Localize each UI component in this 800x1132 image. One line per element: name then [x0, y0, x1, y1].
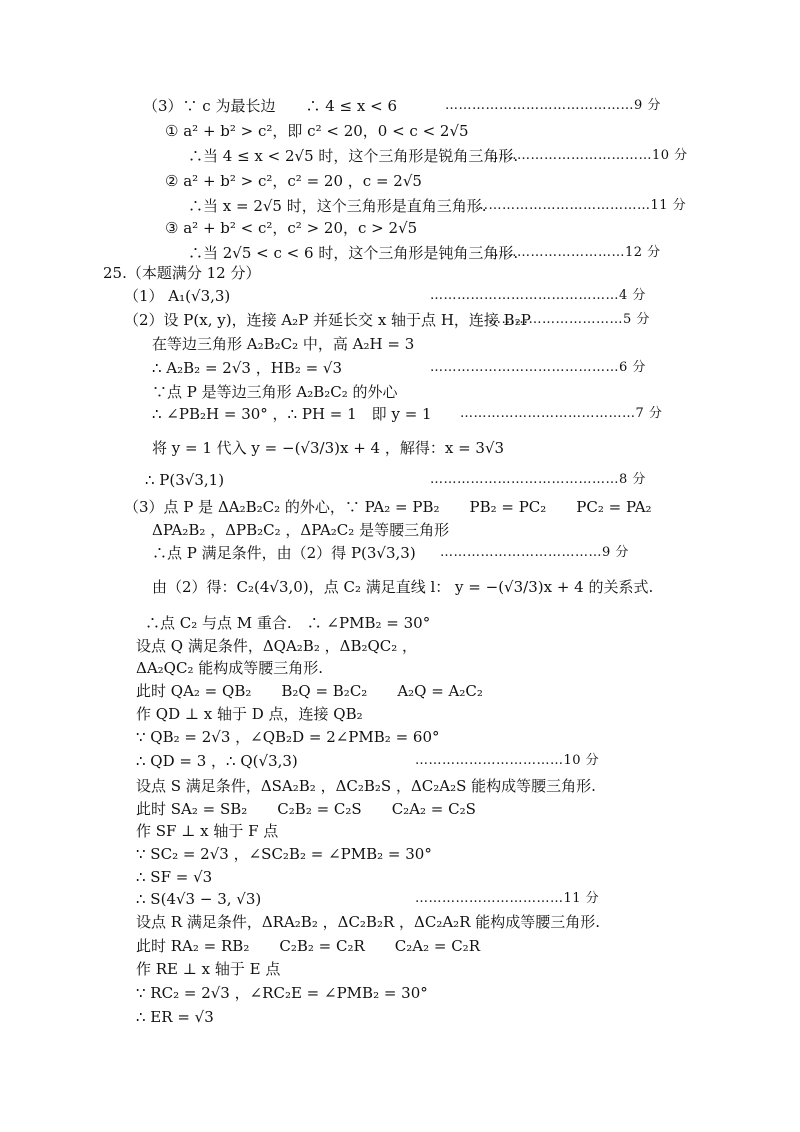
score-marker: ………………………………9 分 [440, 545, 629, 560]
text-line: ① a² + b² > c²，即 c² < 20，0 < c < 2√5 [165, 122, 469, 140]
score-marker: ……………………………………4 分 [430, 288, 646, 303]
text-line: （3）∵ c 为最长边 ∴ 4 ≤ x < 6 [143, 97, 398, 115]
text-line: ΔA₂QC₂ 能构成等腰三角形. [136, 659, 324, 677]
text-line: ∴ S(4√3 − 3, √3) [136, 890, 262, 908]
score-marker: ……………………………11 分 [415, 891, 600, 906]
text-line: （3）点 P 是 ΔA₂B₂C₂ 的外心，∵ PA₂ = PB₂ PB₂ = PC₂ PC₂ = PA₂ [124, 498, 652, 516]
text-line: ∴ A₂B₂ = 2√3 ，HB₂ = √3 [152, 359, 343, 377]
text-line: ∴ QD = 3 ，∴ Q(√3,3) [136, 752, 298, 770]
text-line: ② a² + b² > c²，c² = 20 ，c = 2√5 [165, 172, 422, 190]
text-line: 此时 SA₂ = SB₂ C₂B₂ = C₂S C₂A₂ = C₂S [136, 800, 476, 818]
text-line: ∴ ER = √3 [136, 1008, 214, 1026]
text-line: ∴ ∠PB₂H = 30° ，∴ PH = 1 即 y = 1 [152, 405, 432, 423]
text-line: ∵ SC₂ = 2√3 ，∠SC₂B₂ = ∠PMB₂ = 30° [136, 845, 432, 863]
score-marker: ……………………………………8 分 [430, 472, 646, 487]
text-line: ∴ P(3√3,1) [145, 471, 225, 489]
text-line: 此时 RA₂ = RB₂ C₂B₂ = C₂R C₂A₂ = C₂R [136, 937, 480, 955]
text-line: 由（2）得：C₂(4√3,0)，点 C₂ 满足直线 l： y = −(√3/3)x + 4 的关系式. [152, 578, 654, 596]
question-heading: 25.（本题满分 12 分） [103, 264, 261, 282]
text-line: 设点 Q 满足条件，ΔQA₂B₂ ，ΔB₂QC₂ ， [136, 637, 418, 655]
text-line: 在等边三角形 A₂B₂C₂ 中，高 A₂H = 3 [152, 335, 415, 353]
text-line: ∴点 P 满足条件，由（2）得 P(3√3,3) [152, 544, 416, 562]
score-marker: ……………………………10 分 [415, 753, 600, 768]
text-line: （2）设 P(x, y)，连接 A₂P 并延长交 x 轴于点 H，连接 B₂P [124, 311, 531, 329]
text-line: 设点 S 满足条件，ΔSA₂B₂ ，ΔC₂B₂S ，ΔC₂A₂S 能构成等腰三角形. [136, 777, 596, 795]
text-line: 此时 QA₂ = QB₂ B₂Q = B₂C₂ A₂Q = A₂C₂ [136, 682, 483, 700]
score-marker: ………………………………10 分 [490, 148, 688, 163]
text-line: ∵点 P 是等边三角形 A₂B₂C₂ 的外心 [152, 383, 398, 401]
score-marker: ……………………………………9 分 [445, 98, 661, 113]
text-line: ∴当 x = 2√5 时，这个三角形是直角三角形. [188, 197, 487, 215]
text-line: 作 RE ⊥ x 轴于 E 点 [136, 960, 281, 978]
score-marker: ……………………………………6 分 [430, 360, 646, 375]
text-line: ∴当 4 ≤ x < 2√5 时，这个三角形是锐角三角形. [188, 147, 519, 165]
text-line: ∵ RC₂ = 2√3 ，∠RC₂E = ∠PMB₂ = 30° [136, 984, 428, 1002]
text-line: ∵ QB₂ = 2√3 ，∠QB₂D = 2∠PMB₂ = 60° [136, 728, 440, 746]
text-line: 将 y = 1 代入 y = −(√3/3)x + 4 ，解得：x = 3√3 [152, 439, 505, 457]
text-line: （1） A₁(√3,3) [124, 287, 231, 305]
text-line: 作 QD ⊥ x 轴于 D 点，连接 QB₂ [136, 705, 363, 723]
score-marker: …………………………5 分 [488, 312, 650, 327]
score-marker: …………………………………7 分 [460, 406, 663, 421]
text-line: ∴ SF = √3 [136, 868, 213, 886]
text-line: ∴当 2√5 < c < 6 时，这个三角形是钝角三角形. [188, 244, 519, 262]
text-line: ∴点 C₂ 与点 M 重合. ∴ ∠PMB₂ = 30° [145, 614, 431, 632]
text-line: ΔPA₂B₂ ，ΔPB₂C₂ ，ΔPA₂C₂ 是等腰三角形 [152, 521, 450, 539]
text-line: 作 SF ⊥ x 轴于 F 点 [136, 822, 279, 840]
text-line: ③ a² + b² < c²，c² > 20，c > 2√5 [165, 219, 418, 237]
score-marker: …………………………………11 分 [475, 198, 687, 213]
score-marker: …………………………12 分 [490, 245, 661, 260]
text-line: 设点 R 满足条件，ΔRA₂B₂ ，ΔC₂B₂R ，ΔC₂A₂R 能构成等腰三角形. [136, 913, 601, 931]
